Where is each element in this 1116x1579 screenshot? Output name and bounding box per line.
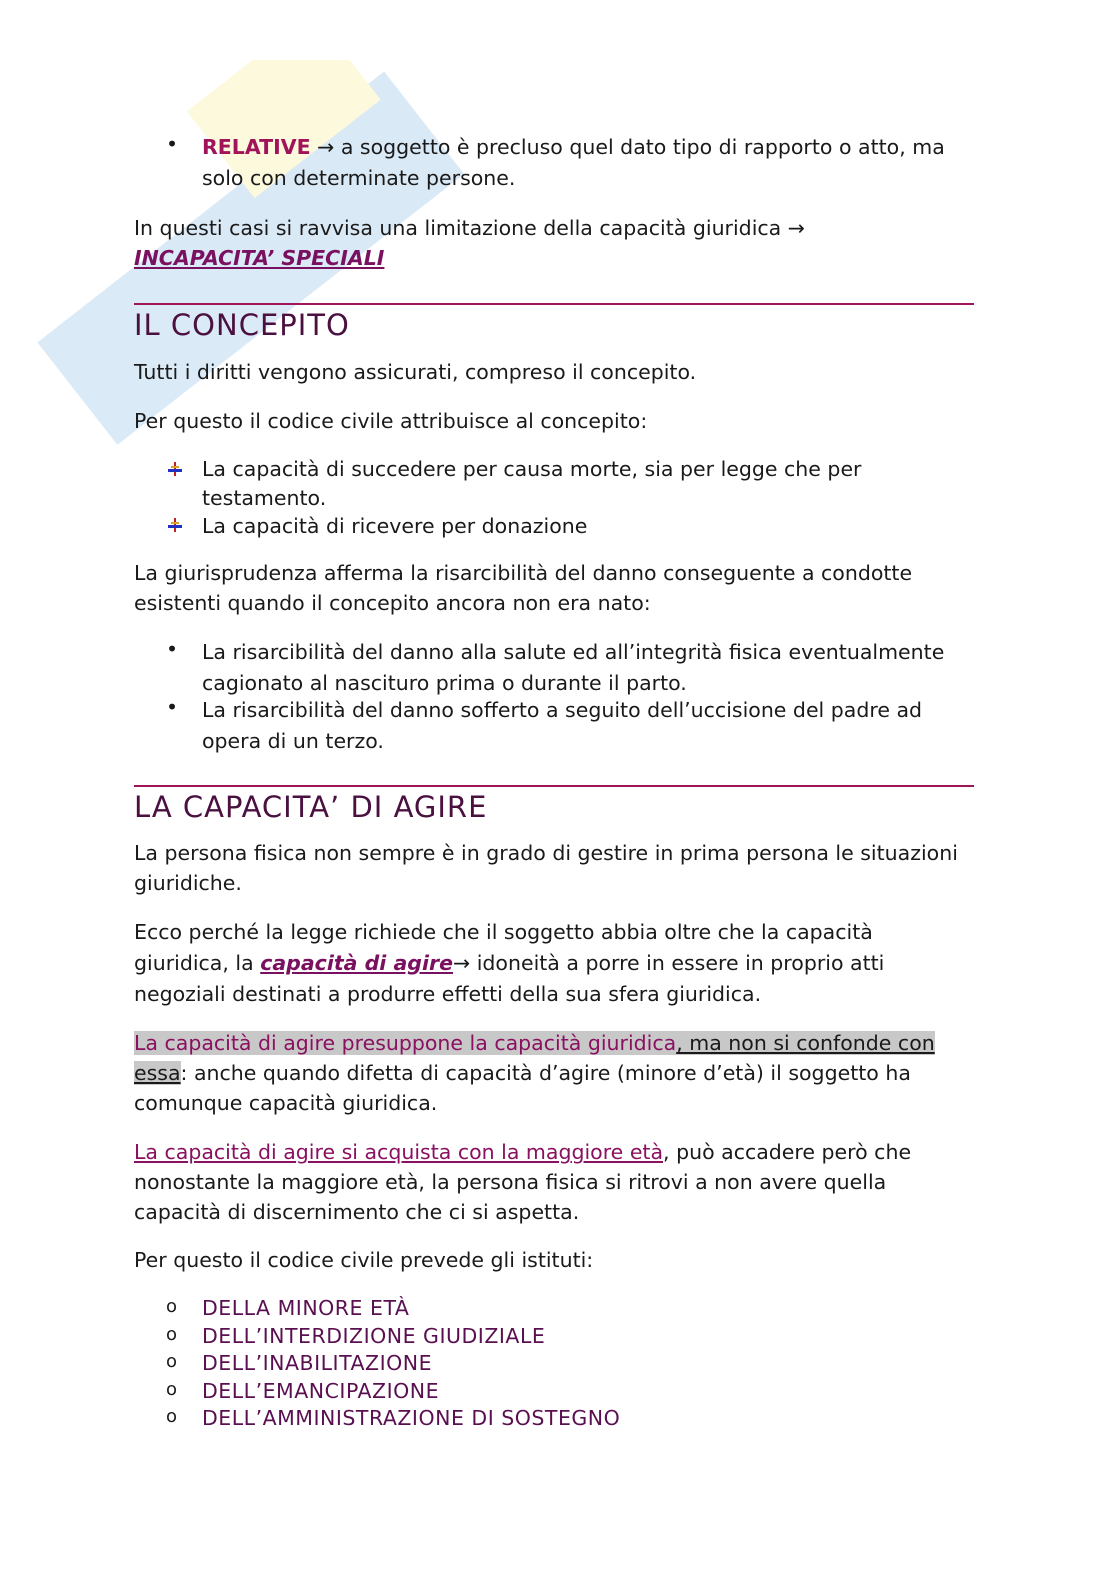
paragraph: La persona fisica non sempre è in grado di gestire in prima persona le situazioni giuridiche.: [134, 841, 958, 895]
divider: [134, 303, 974, 305]
list-item: DELL’EMANCIPAZIONE: [202, 1379, 440, 1403]
section-heading: LA CAPACITA’ DI AGIRE: [134, 790, 488, 824]
list-item: DELLA MINORE ETÀ: [202, 1296, 410, 1320]
paragraph: La capacità di agire presuppone la capacità giuridica, ma non si confonde con essa: anche quando difetta di capacità d’agire (minore d’età) il soggetto ha comunque capacità giuridica.: [134, 1031, 935, 1115]
divider: [134, 785, 974, 787]
arrow-bullet-icon: [168, 462, 182, 476]
paragraph: Tutti i diritti vengono assicurati, compreso il concepito.: [134, 360, 697, 384]
bullet: o: [166, 1406, 178, 1427]
list-item: La risarcibilità del danno alla salute ed all’integrità fisica eventualmente cagionato al nascituro prima o durante il parto.: [202, 640, 945, 695]
bullet: •: [166, 695, 179, 719]
section-heading: IL CONCEPITO: [134, 308, 350, 342]
bullet: o: [166, 1379, 178, 1400]
paragraph: Per questo il codice civile attribuisce al concepito:: [134, 409, 648, 433]
incapacita-speciali-link[interactable]: INCAPACITA’ SPECIALI: [134, 246, 385, 270]
relative-item: RELATIVE → a soggetto è precluso quel dato tipo di rapporto o atto, ma solo con determinate persone.: [202, 135, 945, 190]
capacita-di-agire-link[interactable]: capacità di agire: [260, 951, 454, 975]
arrow-bullet-icon: [168, 518, 182, 532]
bullet: •: [166, 132, 179, 156]
paragraph: Per questo il codice civile prevede gli istituti:: [134, 1248, 594, 1272]
list-item: DELL’INABILITAZIONE: [202, 1351, 433, 1375]
list-item: DELL’AMMINISTRAZIONE DI SOSTEGNO: [202, 1406, 621, 1430]
paragraph: In questi casi si ravvisa una limitazione della capacità giuridica → INCAPACITA’ SPECIALI: [134, 216, 805, 270]
list-item: La risarcibilità del danno sofferto a seguito dell’uccisione del padre ad opera di un terzo.: [202, 698, 923, 753]
bullet: o: [166, 1324, 178, 1345]
list-item: La capacità di succedere per causa morte, sia per legge che per testamento.: [202, 457, 862, 510]
maggiore-eta-link[interactable]: La capacità di agire si acquista con la maggiore età: [134, 1140, 664, 1164]
list-item: La capacità di ricevere per donazione: [202, 514, 588, 538]
list-item: DELL’INTERDIZIONE GIUDIZIALE: [202, 1324, 546, 1348]
bullet: o: [166, 1351, 178, 1372]
paragraph: La giurisprudenza afferma la risarcibilità del danno conseguente a condotte esistenti quando il concepito ancora non era nato:: [134, 561, 913, 615]
paragraph: La capacità di agire si acquista con la maggiore età, può accadere però che nonostante la maggiore età, la persona fisica si ritrovi a non avere quella capacità di discernimento che ci si aspetta.: [134, 1140, 912, 1224]
bullet: o: [166, 1296, 178, 1317]
bullet: •: [166, 637, 179, 661]
paragraph: Ecco perché la legge richiede che il soggetto abbia oltre che la capacità giuridica, la capacità di agire→ idoneità a porre in essere in proprio atti negoziali destinati a produrre effetti della sua sfera giuridica.: [134, 920, 885, 1006]
